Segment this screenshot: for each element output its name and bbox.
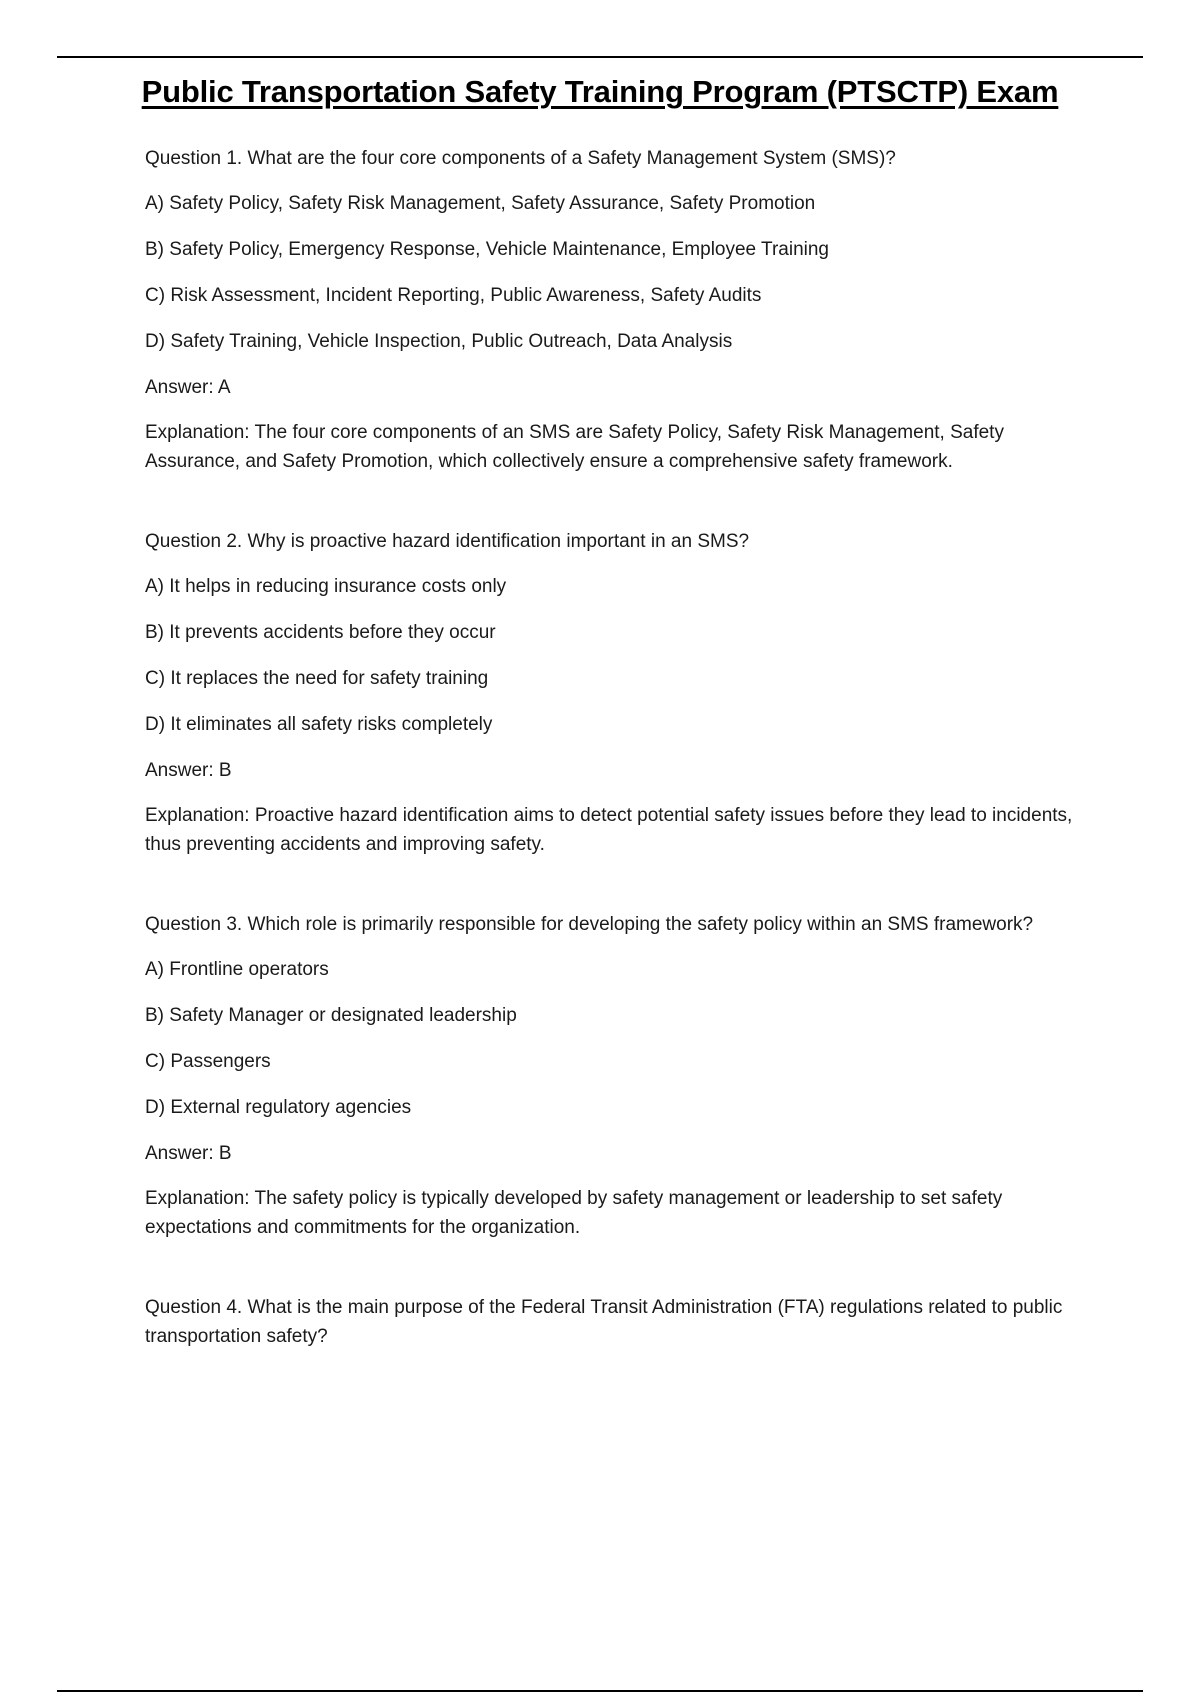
question-block-3 [145, 910, 1085, 1242]
answer-option-d: D) External regulatory agencies [145, 1097, 412, 1118]
top-horizontal-rule [57, 56, 1143, 58]
question-text: Question 4. What is the main purpose of the Federal Transit Administration (FTA) regulations related to public transportation safety? [145, 1297, 1063, 1347]
document-title: Public Transportation Safety Training Program (PTSCTP) Exam [141, 74, 1059, 109]
question-block-4 [145, 1293, 1085, 1351]
answer-option-b: B) Safety Manager or designated leadership [145, 1005, 517, 1026]
answer-option-c: C) Risk Assessment, Incident Reporting, Public Awareness, Safety Audits [145, 285, 762, 306]
correct-answer: Answer: B [145, 760, 232, 781]
question-text: Question 3. Which role is primarily responsible for developing the safety policy within an SMS framework? [145, 914, 1034, 935]
answer-option-a: A) It helps in reducing insurance costs only [145, 576, 507, 597]
answer-option-b: B) Safety Policy, Emergency Response, Vehicle Maintenance, Employee Training [145, 239, 829, 260]
answer-option-a: A) Frontline operators [145, 959, 329, 980]
answer-option-c: C) Passengers [145, 1051, 271, 1072]
question-text: Question 1. What are the four core components of a Safety Management System (SMS)? [145, 148, 896, 169]
answer-explanation: Explanation: The safety policy is typically developed by safety management or leadership to set safety expectations and commitments for the organization. [145, 1188, 1003, 1238]
question-text: Question 2. Why is proactive hazard identification important in an SMS? [145, 531, 750, 552]
document-body [145, 144, 1085, 1402]
answer-option-d: D) It eliminates all safety risks completely [145, 714, 493, 735]
answer-explanation: Explanation: Proactive hazard identification aims to detect potential safety issues before they lead to incidents, thus preventing accidents and improving safety. [145, 805, 1073, 855]
question-block-1 [145, 144, 1085, 476]
correct-answer: Answer: A [145, 377, 231, 398]
bottom-horizontal-rule [57, 1690, 1143, 1692]
answer-option-a: A) Safety Policy, Safety Risk Management, Safety Assurance, Safety Promotion [145, 193, 816, 214]
answer-explanation: Explanation: The four core components of an SMS are Safety Policy, Safety Risk Management, Safety Assurance, and Safety Promotion, which collectively ensure a comprehensive safety framework. [145, 422, 1004, 472]
question-block-2 [145, 527, 1085, 859]
answer-option-d: D) Safety Training, Vehicle Inspection, Public Outreach, Data Analysis [145, 331, 733, 352]
answer-option-c: C) It replaces the need for safety training [145, 668, 489, 689]
answer-option-b: B) It prevents accidents before they occur [145, 622, 496, 643]
correct-answer: Answer: B [145, 1143, 232, 1164]
